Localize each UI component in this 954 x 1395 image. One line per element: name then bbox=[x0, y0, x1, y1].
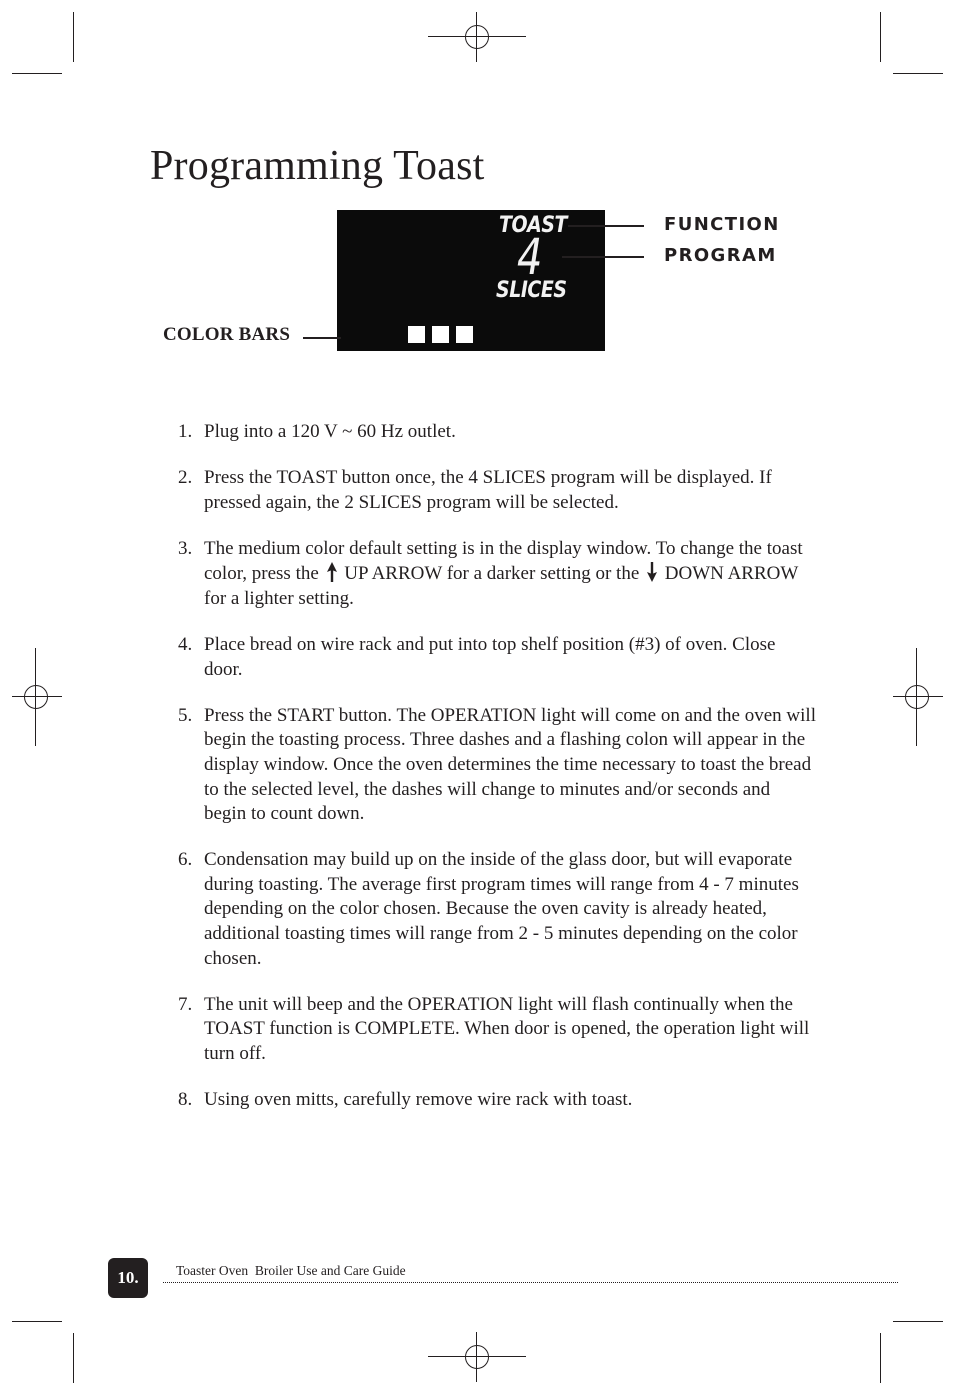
step-text: Condensation may build up on the inside of the glass door, but will evaporate during toasting. The average first program times will range from 4 - 7 minutes depending on the color chosen. Because the oven cavity is already heated, additional toasting times will range from 2 - 5 minutes depending on the color chosen. bbox=[204, 849, 799, 969]
step-number: 1. bbox=[178, 421, 193, 442]
list-item bbox=[166, 633, 816, 682]
list-item bbox=[166, 420, 816, 445]
crop-mark bbox=[12, 73, 62, 74]
step-text: Press the TOAST button once, the 4 SLICES program will be displayed. If pressed again, the 2 SLICES program will be selected. bbox=[204, 467, 772, 513]
crop-mark bbox=[880, 1333, 881, 1383]
program-callout-label: PROGRAM bbox=[664, 245, 777, 266]
lcd-function-text: TOAST bbox=[499, 213, 568, 238]
down-arrow-icon bbox=[646, 561, 658, 583]
registration-mark-bottom bbox=[465, 1345, 489, 1369]
up-arrow-icon bbox=[326, 561, 338, 583]
step-text: Press the START button. The OPERATION light will come on and the oven will begin the toasting process. Three dashes and a flashing colon will appear in the display window. Once the oven determines the time necessary to toast the bread to the selected level, the dashes will change to minutes and/or seconds and begin to count down. bbox=[204, 704, 816, 825]
color-bar bbox=[432, 326, 449, 343]
step-text: DOWN ARROW for a lighter setting. bbox=[204, 563, 798, 609]
step-number: 6. bbox=[178, 849, 193, 871]
color-bars-callout-line bbox=[303, 337, 341, 339]
step-number: 2. bbox=[178, 467, 193, 489]
step-text: The unit will beep and the OPERATION light will flash continually when the TOAST function is COMPLETE. When door is opened, the operation light will turn off. bbox=[204, 993, 810, 1064]
instruction-list bbox=[166, 420, 816, 1134]
step-text: Plug into a 120 V ~ 60 Hz outlet. bbox=[204, 421, 456, 442]
step-text: The medium color default setting is in the display window. To change the toast color, press the bbox=[204, 537, 803, 585]
step-text: Using oven mitts, carefully remove wire rack with toast. bbox=[204, 1088, 633, 1110]
crop-mark bbox=[893, 73, 943, 74]
function-callout-line bbox=[568, 225, 644, 227]
step-number: 8. bbox=[178, 1088, 193, 1110]
crop-mark bbox=[12, 1321, 62, 1322]
list-item bbox=[166, 704, 816, 827]
lcd-display bbox=[337, 210, 605, 351]
crop-mark bbox=[893, 1321, 943, 1322]
function-callout-label: FUNCTION bbox=[664, 214, 780, 235]
step-text: Place bread on wire rack and put into top shelf position (#3) of oven. Close door. bbox=[204, 634, 776, 680]
step-number: 3. bbox=[178, 537, 193, 559]
list-item bbox=[166, 466, 816, 515]
registration-mark-left bbox=[24, 685, 48, 709]
step-number: 7. bbox=[178, 993, 193, 1015]
step-number: 5. bbox=[178, 704, 193, 726]
list-item bbox=[166, 848, 816, 971]
list-item bbox=[166, 1088, 816, 1113]
color-bars-callout-label: COLOR BARS bbox=[163, 324, 291, 345]
page-number-badge: 10. bbox=[108, 1258, 148, 1298]
color-bar bbox=[456, 326, 473, 343]
crop-mark bbox=[73, 12, 74, 62]
footer-guide-title: Toaster Oven Broiler Use and Care Guide bbox=[176, 1263, 406, 1278]
step-number: 4. bbox=[178, 634, 193, 656]
footer-dotted-rule bbox=[163, 1282, 898, 1283]
registration-mark-top bbox=[465, 25, 489, 49]
registration-mark-right bbox=[905, 685, 929, 709]
color-bar bbox=[408, 326, 425, 343]
crop-mark bbox=[880, 12, 881, 62]
lcd-program-digit: 4 bbox=[517, 228, 543, 286]
list-item bbox=[166, 537, 816, 612]
step-text: UP ARROW for a darker setting or the bbox=[344, 563, 640, 585]
crop-mark bbox=[73, 1333, 74, 1383]
list-item bbox=[166, 993, 816, 1067]
lcd-program-text: SLICES bbox=[496, 278, 567, 303]
program-callout-line bbox=[562, 256, 644, 258]
page-title: Programming Toast bbox=[150, 143, 485, 189]
